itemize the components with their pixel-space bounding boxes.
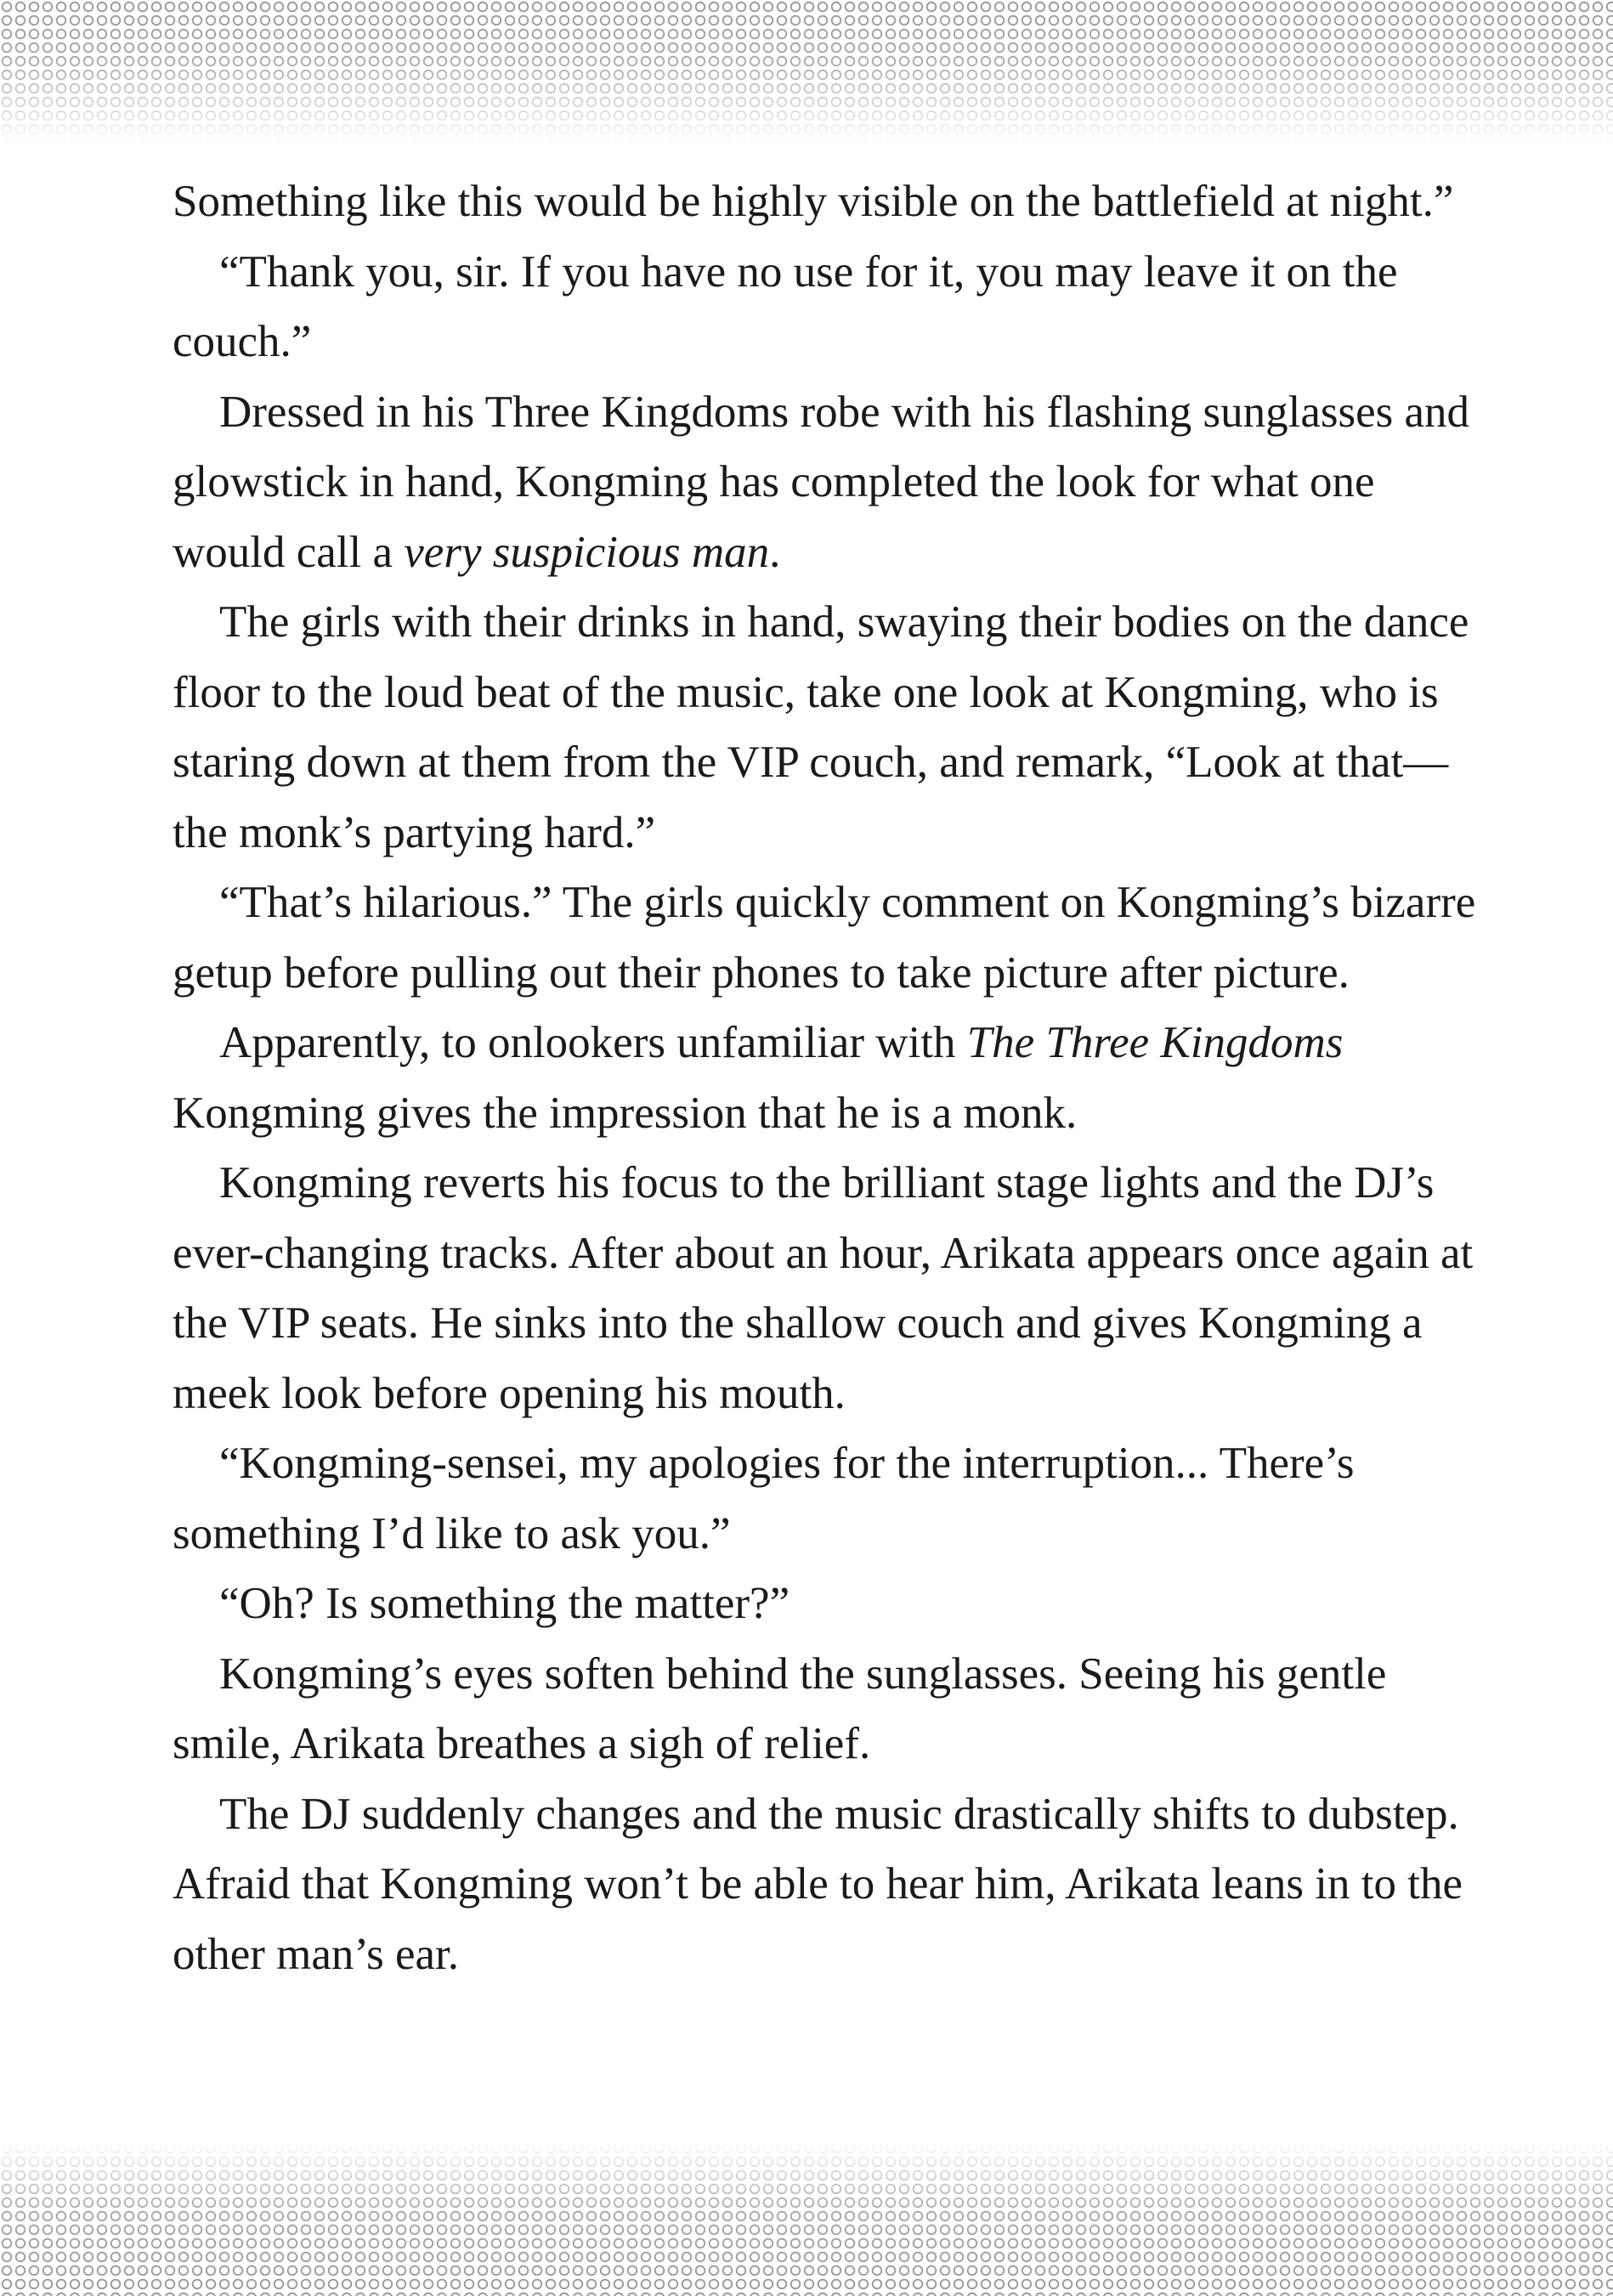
paragraph	[173, 1569, 1481, 1639]
text-run: Something like this would be highly visible on the battlefield at night.”	[173, 177, 1454, 226]
page-body-text	[173, 167, 1481, 1989]
decorative-pattern-bottom	[0, 2141, 1613, 2296]
text-run: The girls with their drinks in hand, swaying their bodies on the dance floor to the loud beat of the music, take one look at Kongming, who is staring down at them from the VIP couch, and remark, “Look at that—the monk’s partying hard.”	[173, 597, 1469, 857]
paragraph	[173, 167, 1481, 237]
paragraph	[173, 1639, 1481, 1779]
text-run: Apparently, to onlookers unfamiliar with	[219, 1018, 967, 1067]
paragraph	[173, 237, 1481, 377]
text-run: Dressed in his Three Kingdoms robe with his flashing sunglasses and glowstick in hand, Kongming has completed the look for what one would call a	[173, 387, 1470, 577]
decorative-pattern-top	[0, 0, 1613, 144]
paragraph	[173, 868, 1481, 1008]
paragraph	[173, 1428, 1481, 1569]
text-run: Kongming gives the impression that he is a monk.	[173, 1088, 1078, 1138]
text-run: “Oh? Is something the matter?”	[219, 1579, 790, 1628]
paragraph	[173, 377, 1481, 588]
text-run: “That’s hilarious.” The girls quickly comment on Kongming’s bizarre getup before pulling out their phones to take picture after picture.	[173, 878, 1476, 998]
italic-text: The Three Kingdoms	[966, 1018, 1344, 1067]
text-run: “Thank you, sir. If you have no use for it, you may leave it on the couch.”	[173, 246, 1398, 366]
text-run: The DJ suddenly changes and the music drastically shifts to dubstep. Afraid that Kongming won’t be able to hear him, Arikata leans in to the other man’s ear.	[173, 1789, 1463, 1979]
paragraph	[173, 1008, 1481, 1148]
text-run: .	[769, 527, 781, 577]
text-run: Kongming’s eyes soften behind the sunglasses. Seeing his gentle smile, Arikata breathes a sigh of relief.	[173, 1648, 1387, 1768]
italic-text: very suspicious man	[404, 527, 770, 577]
text-run: Kongming reverts his focus to the brilliant stage lights and the DJ’s ever-changing tracks. After about an hour, Arikata appears once again at the VIP seats. He sinks into the shallow couch and gives Kongming a meek look before opening his mouth.	[173, 1158, 1474, 1418]
paragraph	[173, 1779, 1481, 1990]
paragraph	[173, 587, 1481, 868]
paragraph	[173, 1148, 1481, 1428]
text-run: “Kongming-sensei, my apologies for the interruption... There’s something I’d like to ask you.”	[173, 1439, 1355, 1558]
